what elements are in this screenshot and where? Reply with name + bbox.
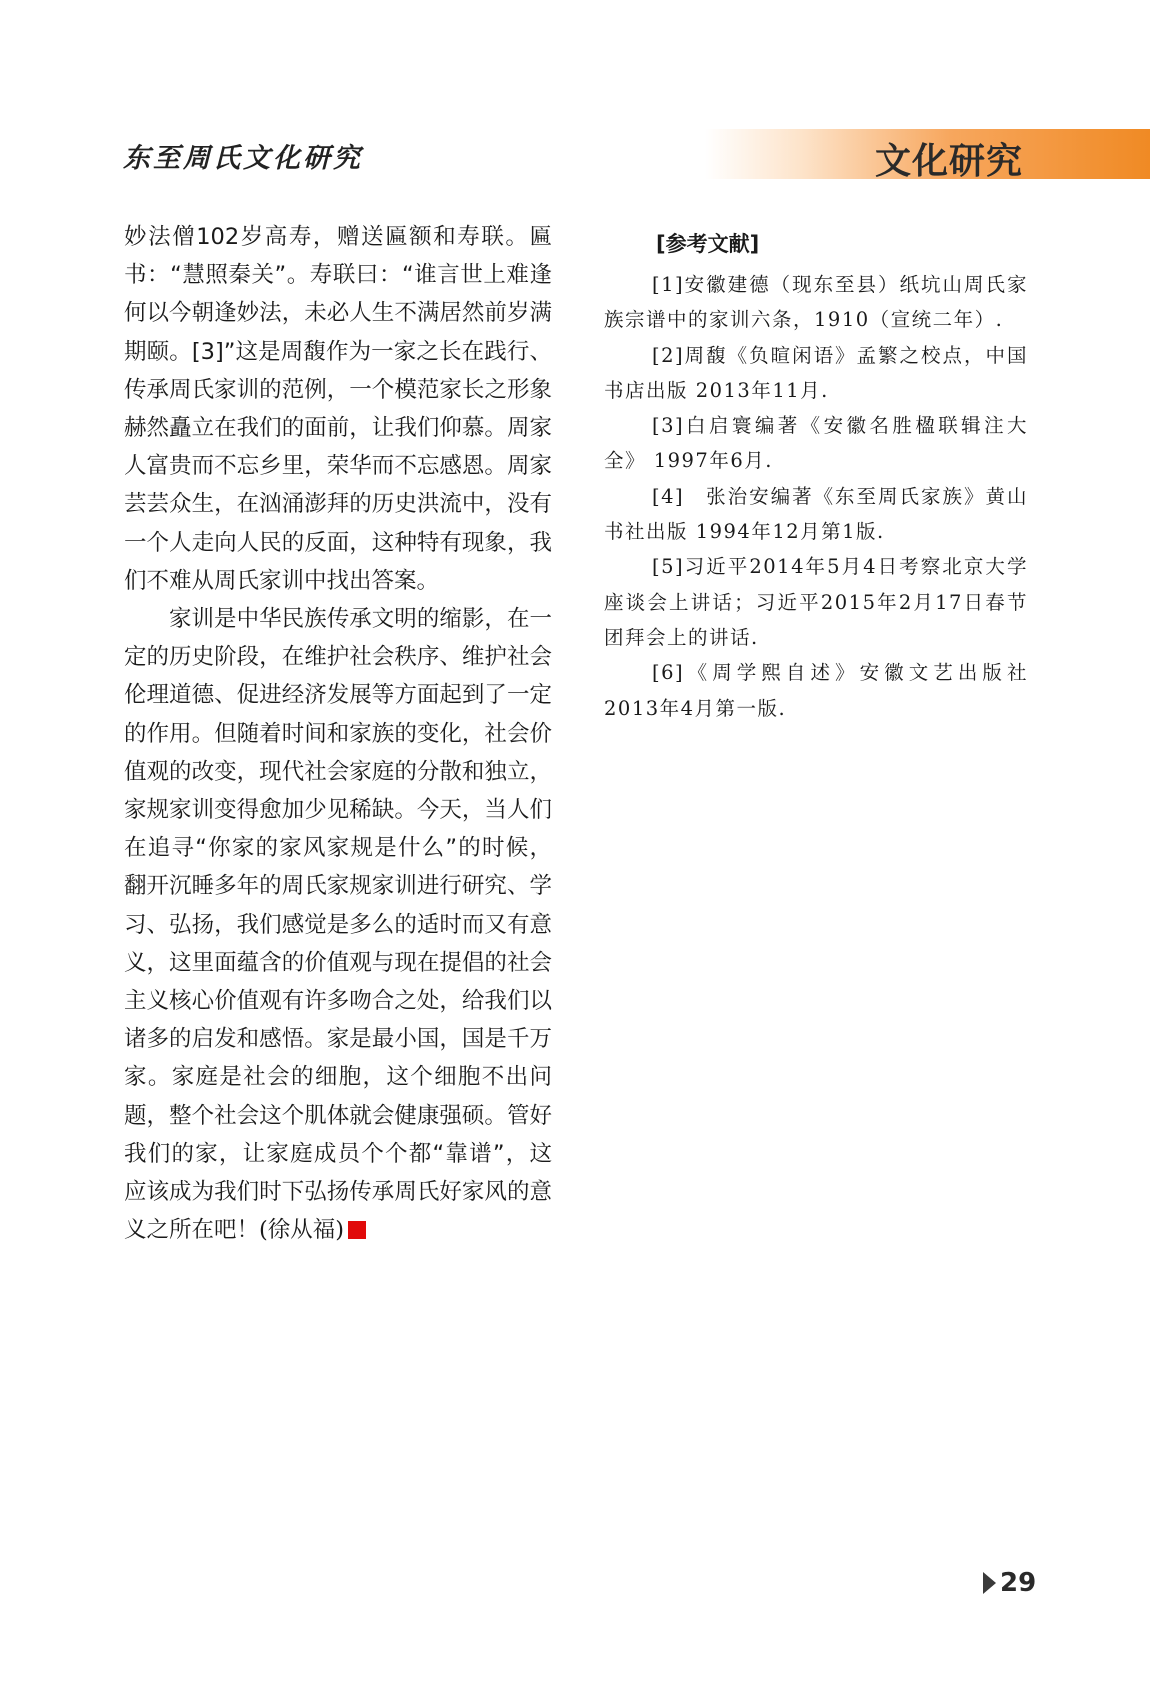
body-paragraph — [124, 600, 552, 1249]
article-body — [124, 218, 552, 1249]
reference-item: [3]白启寰编著《安徽名胜楹联辑注大全》 1997年6月. — [604, 414, 1028, 473]
reference-item: [1]安徽建德（现东至县）纸坑山周氏家族宗谱中的家训六条，1910（宣统二年）. — [604, 273, 1028, 332]
author-signature: (徐从福) — [259, 1217, 345, 1244]
section-title: 文化研究 — [874, 141, 1023, 182]
reference-item: [4] 张治安编著《东至周氏家族》黄山书社出版 1994年12月第1版. — [604, 484, 1028, 544]
references-title: [参考文献] — [656, 232, 760, 256]
journal-title: 东至周氏文化研究 — [123, 143, 363, 174]
end-mark-icon — [348, 1221, 366, 1239]
triangle-right-icon — [983, 1572, 996, 1594]
references-section — [604, 229, 1028, 726]
reference-item: [5]习近平2014年5月4日考察北京大学座谈会上讲话；习近平2015年2月17日春节团拜会上的讲话. — [604, 555, 1028, 649]
page-number-text: 29 — [1000, 1568, 1037, 1598]
reference-item: [2]周馥《负暄闲语》孟繁之校点，中国书店出版 2013年11月. — [604, 343, 1028, 402]
body-paragraph-text: 家训是中华民族传承文明的缩影，在一定的历史阶段，在维护社会秩序、维护社会伦理道德、促进经济发展等方面起到了一定的作用。但随着时间和家族的变化，社会价值观的改变，现代社会家庭的分散和独立，家规家训变得愈加少见稀缺。今天，当人们在追寻“你家的家风家规是什么”的时候，翻开沉睡多年的周氏家规家训进行研究、学习、弘扬，我们感觉是多么的适时而又有意义，这里面蕴含的价值观与现在提倡的社会主义核心价值观有许多吻合之处，给我们以诸多的启发和感悟。家是最小国，国是千万家。家庭是社会的细胞，这个细胞不出问题，整个社会这个肌体就会健康强硕。管好我们的家，让家庭成员个个都“靠谱”，这应该成为我们时下弘扬传承周氏好家风的意义之所在吧！ — [124, 606, 552, 1244]
page-number — [983, 1568, 1036, 1598]
body-paragraph: 妙法僧102岁高寿，赠送匾额和寿联。匾书：“慧照秦关”。寿联曰：“谁言世上难逢何以今朝逢妙法，未必人生不满居然前岁满期颐。[3]”这是周馥作为一家之长在践行、传承周氏家训的范例，一个模范家长之形象赫然矗立在我们的面前，让我们仰慕。周家人富贵而不忘乡里，荣华而不忘感恩。周家芸芸众生，在汹涌澎拜的历史洪流中，没有一个人走向人民的反面，这种特有现象，我们不难从周氏家训中找出答案。 — [124, 224, 552, 594]
reference-item: [6]《周学熙自述》安徽文艺出版社 2013年4月第一版. — [604, 661, 1028, 720]
